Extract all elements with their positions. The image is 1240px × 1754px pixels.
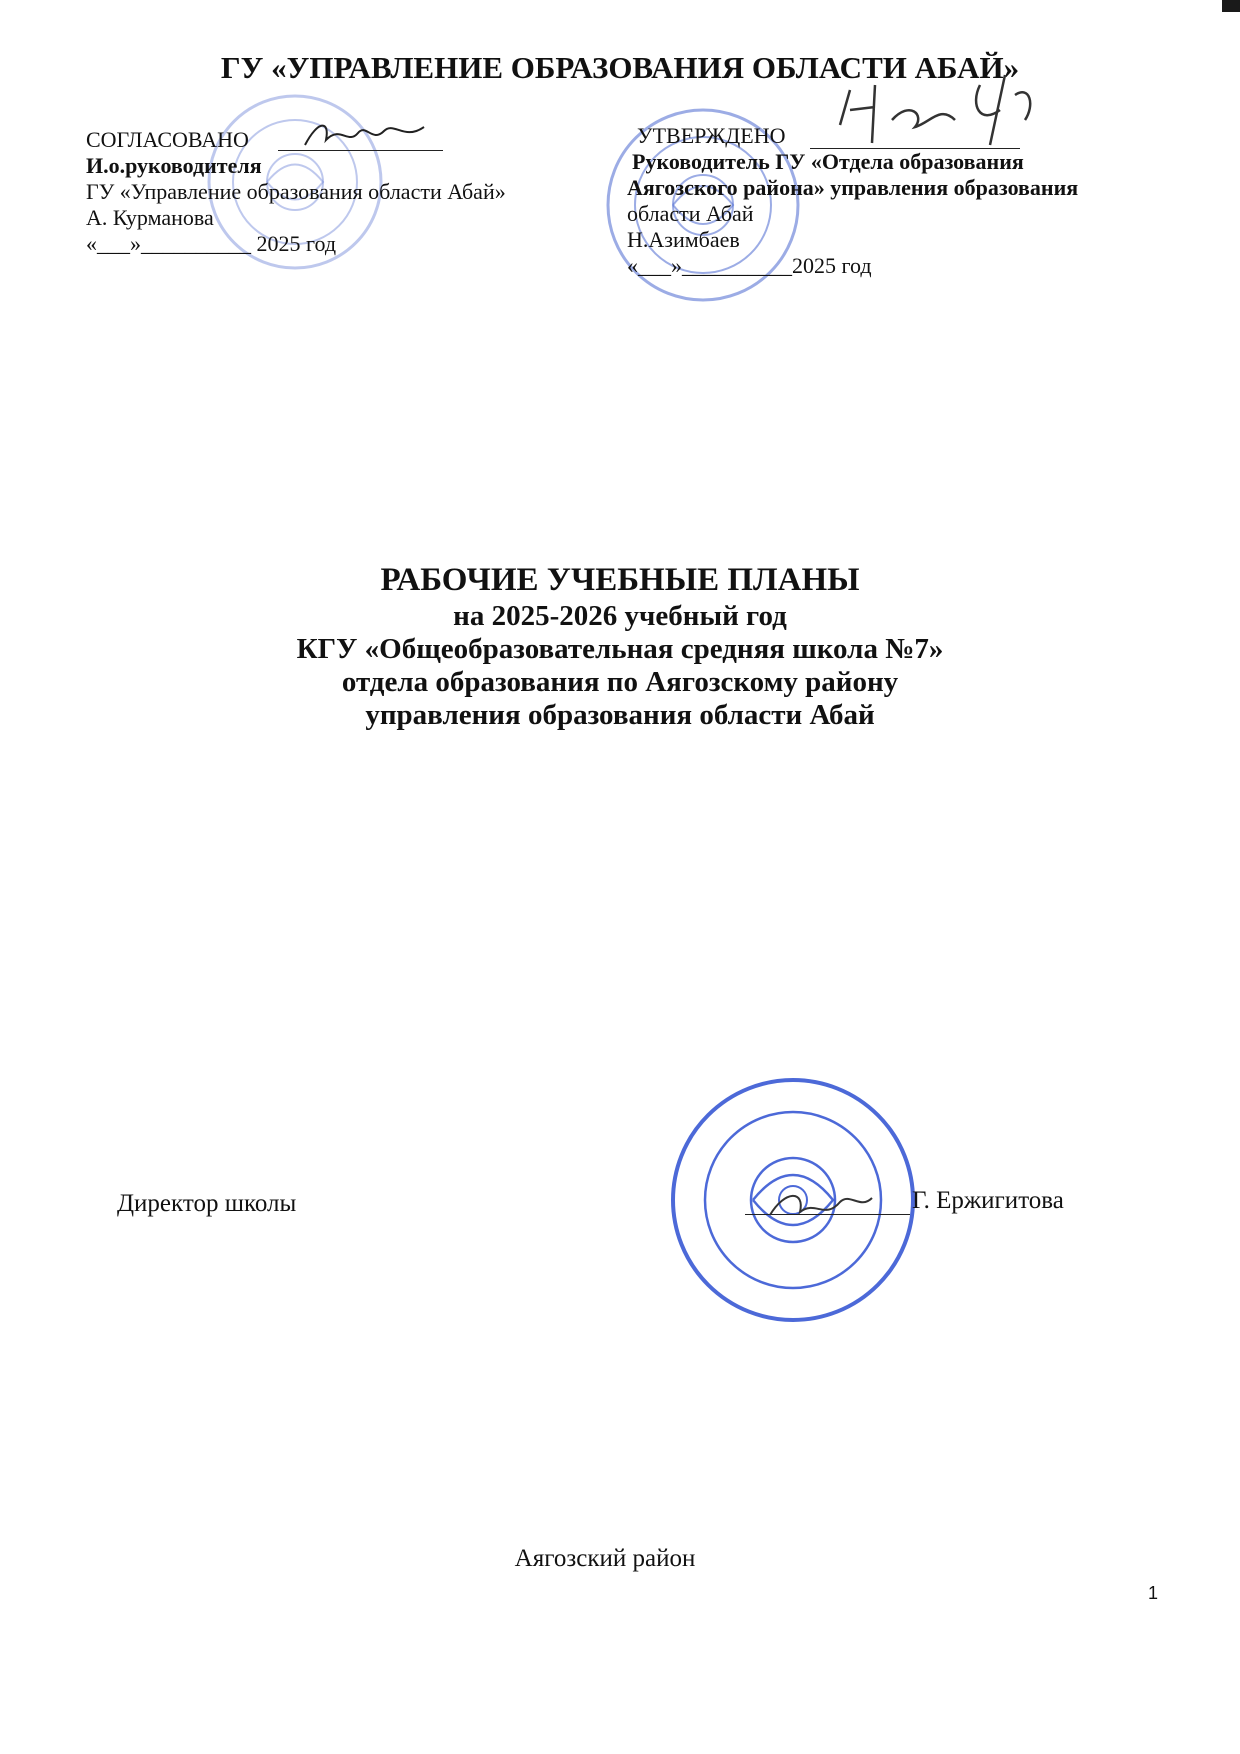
organization-header: ГУ «УПРАВЛЕНИЕ ОБРАЗОВАНИЯ ОБЛАСТИ АБАЙ» — [220, 50, 1020, 85]
approval-right-organization-1: Аягозского района» управления образования — [627, 175, 1079, 200]
approval-left-name: А. Курманова — [86, 205, 214, 230]
director-signature — [760, 1180, 880, 1230]
director-name: Г. Ержигитова — [912, 1187, 1064, 1214]
approval-right-date: «___»__________2025 год — [627, 253, 872, 278]
approval-left-date: «___»__________ 2025 год — [86, 231, 337, 256]
title-line-3: КГУ «Общеобразовательная средняя школа №7» — [296, 633, 944, 665]
scan-corner-mark — [1222, 0, 1240, 12]
approval-left-organization: ГУ «Управление образования области Абай» — [86, 179, 506, 204]
approval-left-position: И.о.руководителя — [86, 153, 262, 178]
approval-left-label: СОГЛАСОВАНО — [86, 127, 249, 152]
approval-left — [86, 127, 506, 257]
approval-right-name: Н.Азимбаев — [627, 227, 740, 252]
approval-right-organization-2: области Абай — [627, 201, 754, 226]
director-label: Директор школы — [117, 1190, 297, 1217]
title-line-2: на 2025-2026 учебный год — [453, 600, 787, 632]
approval-right-signature — [830, 65, 1040, 155]
title-line-5: управления образования области Абай — [365, 699, 875, 731]
approval-right-position: Руководитель ГУ «Отдела образования — [632, 149, 1024, 174]
title-line-4: отдела образования по Аягозскому району — [341, 666, 899, 698]
location-label: Аягозский район — [514, 1545, 696, 1572]
page-number: 1 — [1148, 1583, 1159, 1603]
approval-left-signature — [300, 115, 430, 155]
approval-right-label: УТВЕРЖДЕНО — [637, 123, 786, 148]
document-title — [0, 560, 1240, 732]
title-line-1: РАБОЧИЕ УЧЕБНЫЕ ПЛАНЫ — [380, 562, 860, 598]
